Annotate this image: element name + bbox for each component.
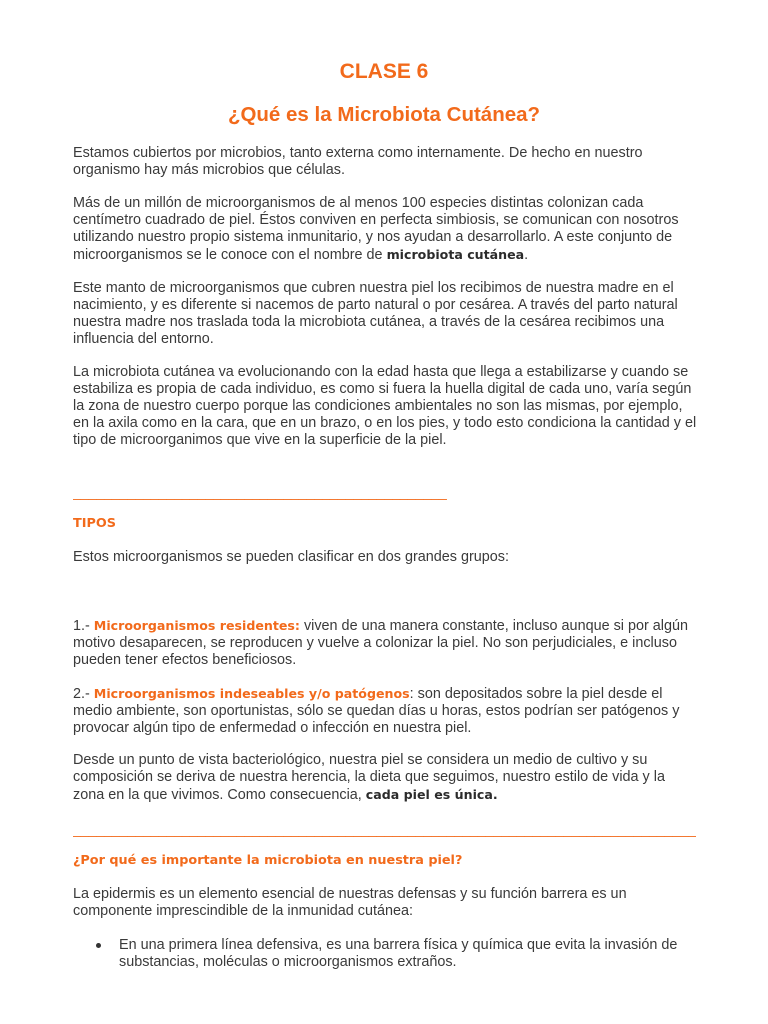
paragraph-bacteriological — [73, 752, 698, 804]
paragraph-epidermis: La epidermis es un elemento esencial de nuestras defensas y su función barrera es un componente imprescindible de la inmunidad cutánea: — [73, 886, 627, 919]
paragraph-evolution: La microbiota cutánea va evolucionando con la edad hasta que llega a estabilizarse y cuando se estabiliza es propia de cada individuo, es como si fuera la huella digital de cada uno, varía según la zona de nuestro cuerpo porque las condiciones ambientales no son las mismas, por ejemplo, en la axila como en la cara, que en un brazo, o en los pies, y todo esto condiciona la cantidad y el tipo de microorganimos que vive en la superficie de la piel. — [73, 364, 697, 448]
item-bold-label: Microorganismos residentes: — [93, 618, 300, 633]
document-title: CLASE 6 — [339, 60, 429, 83]
paragraph-end: . — [524, 247, 529, 263]
bullet-icon — [96, 943, 101, 948]
section-heading-tipos: TIPOS — [73, 516, 116, 531]
list-item-residentes — [73, 617, 698, 669]
paragraph-microorganisms — [73, 195, 698, 264]
bullet-item: En una primera línea defensiva, es una barrera física y química que evita la invasión de substancias, moléculas o microorganismos extraños. — [119, 937, 678, 970]
bold-term-microbiota: microbiota cutánea — [386, 247, 525, 262]
item-text: viven de una manera constante, incluso aunque si por algún motivo desaparecen, se reproducen y vuelve a colonizar la piel. No son perjudiciales, e incluso pueden tener efectos beneficiosos. — [73, 618, 688, 668]
item-number: 2.- — [73, 686, 94, 702]
list-item-patogenos — [73, 685, 698, 737]
document-subtitle: ¿Qué es la Microbiota Cutánea? — [227, 103, 541, 126]
paragraph-text: Más de un millón de microorganismos de al menos 100 especies distintas colonizan cada centímetro cuadrado de piel. Éstos conviven en perfecta simbiosis, se comunican con nosotros utilizando nuestro propio sistema inmunitario, y nos ayudan a desarrollarlo. A este conjunto de microorganismos se le conoce con el nombre de — [73, 195, 679, 263]
section-heading-question: ¿Por qué es importante la microbiota en nuestra piel? — [73, 853, 463, 868]
item-number: 1.- — [73, 618, 94, 634]
paragraph-text: Desde un punto de vista bacteriológico, nuestra piel se considera un medio de cultivo y su composición se deriva de nuestra herencia, la dieta que seguimos, nuestro estilo de vida y la zona en la que vivimos. Como consecuencia, — [73, 752, 665, 803]
separator-line: ________________________________________________________________________________ — [73, 821, 696, 837]
paragraph-groups: Estos microorganismos se pueden clasificar en dos grandes grupos: — [73, 549, 509, 565]
bold-term-unique-skin: cada piel es única. — [365, 787, 498, 802]
item-bold-label: Microorganismos indeseables y/o patógenos — [93, 686, 410, 701]
item-text: : son depositados sobre la piel desde el medio ambiente, son oportunistas, sólo se quedan días u horas, estos podrían ser patógenos y provocar algún tipo de enfermedad o infección en nuestra piel. — [73, 686, 680, 736]
separator-line: ________________________________________________ — [73, 484, 447, 500]
paragraph-intro: Estamos cubiertos por microbios, tanto externa como internamente. De hecho en nuestro organismo hay más microbios que células. — [73, 145, 643, 178]
paragraph-birth: Este manto de microorganismos que cubren nuestra piel los recibimos de nuestra madre en el nacimiento, y es diferente si nacemos de parto natural o por cesárea. A través del parto natural nuestra madre nos traslada toda la microbiota cutánea, a través de la cesárea recibimos una influencia del entorno. — [73, 280, 678, 347]
